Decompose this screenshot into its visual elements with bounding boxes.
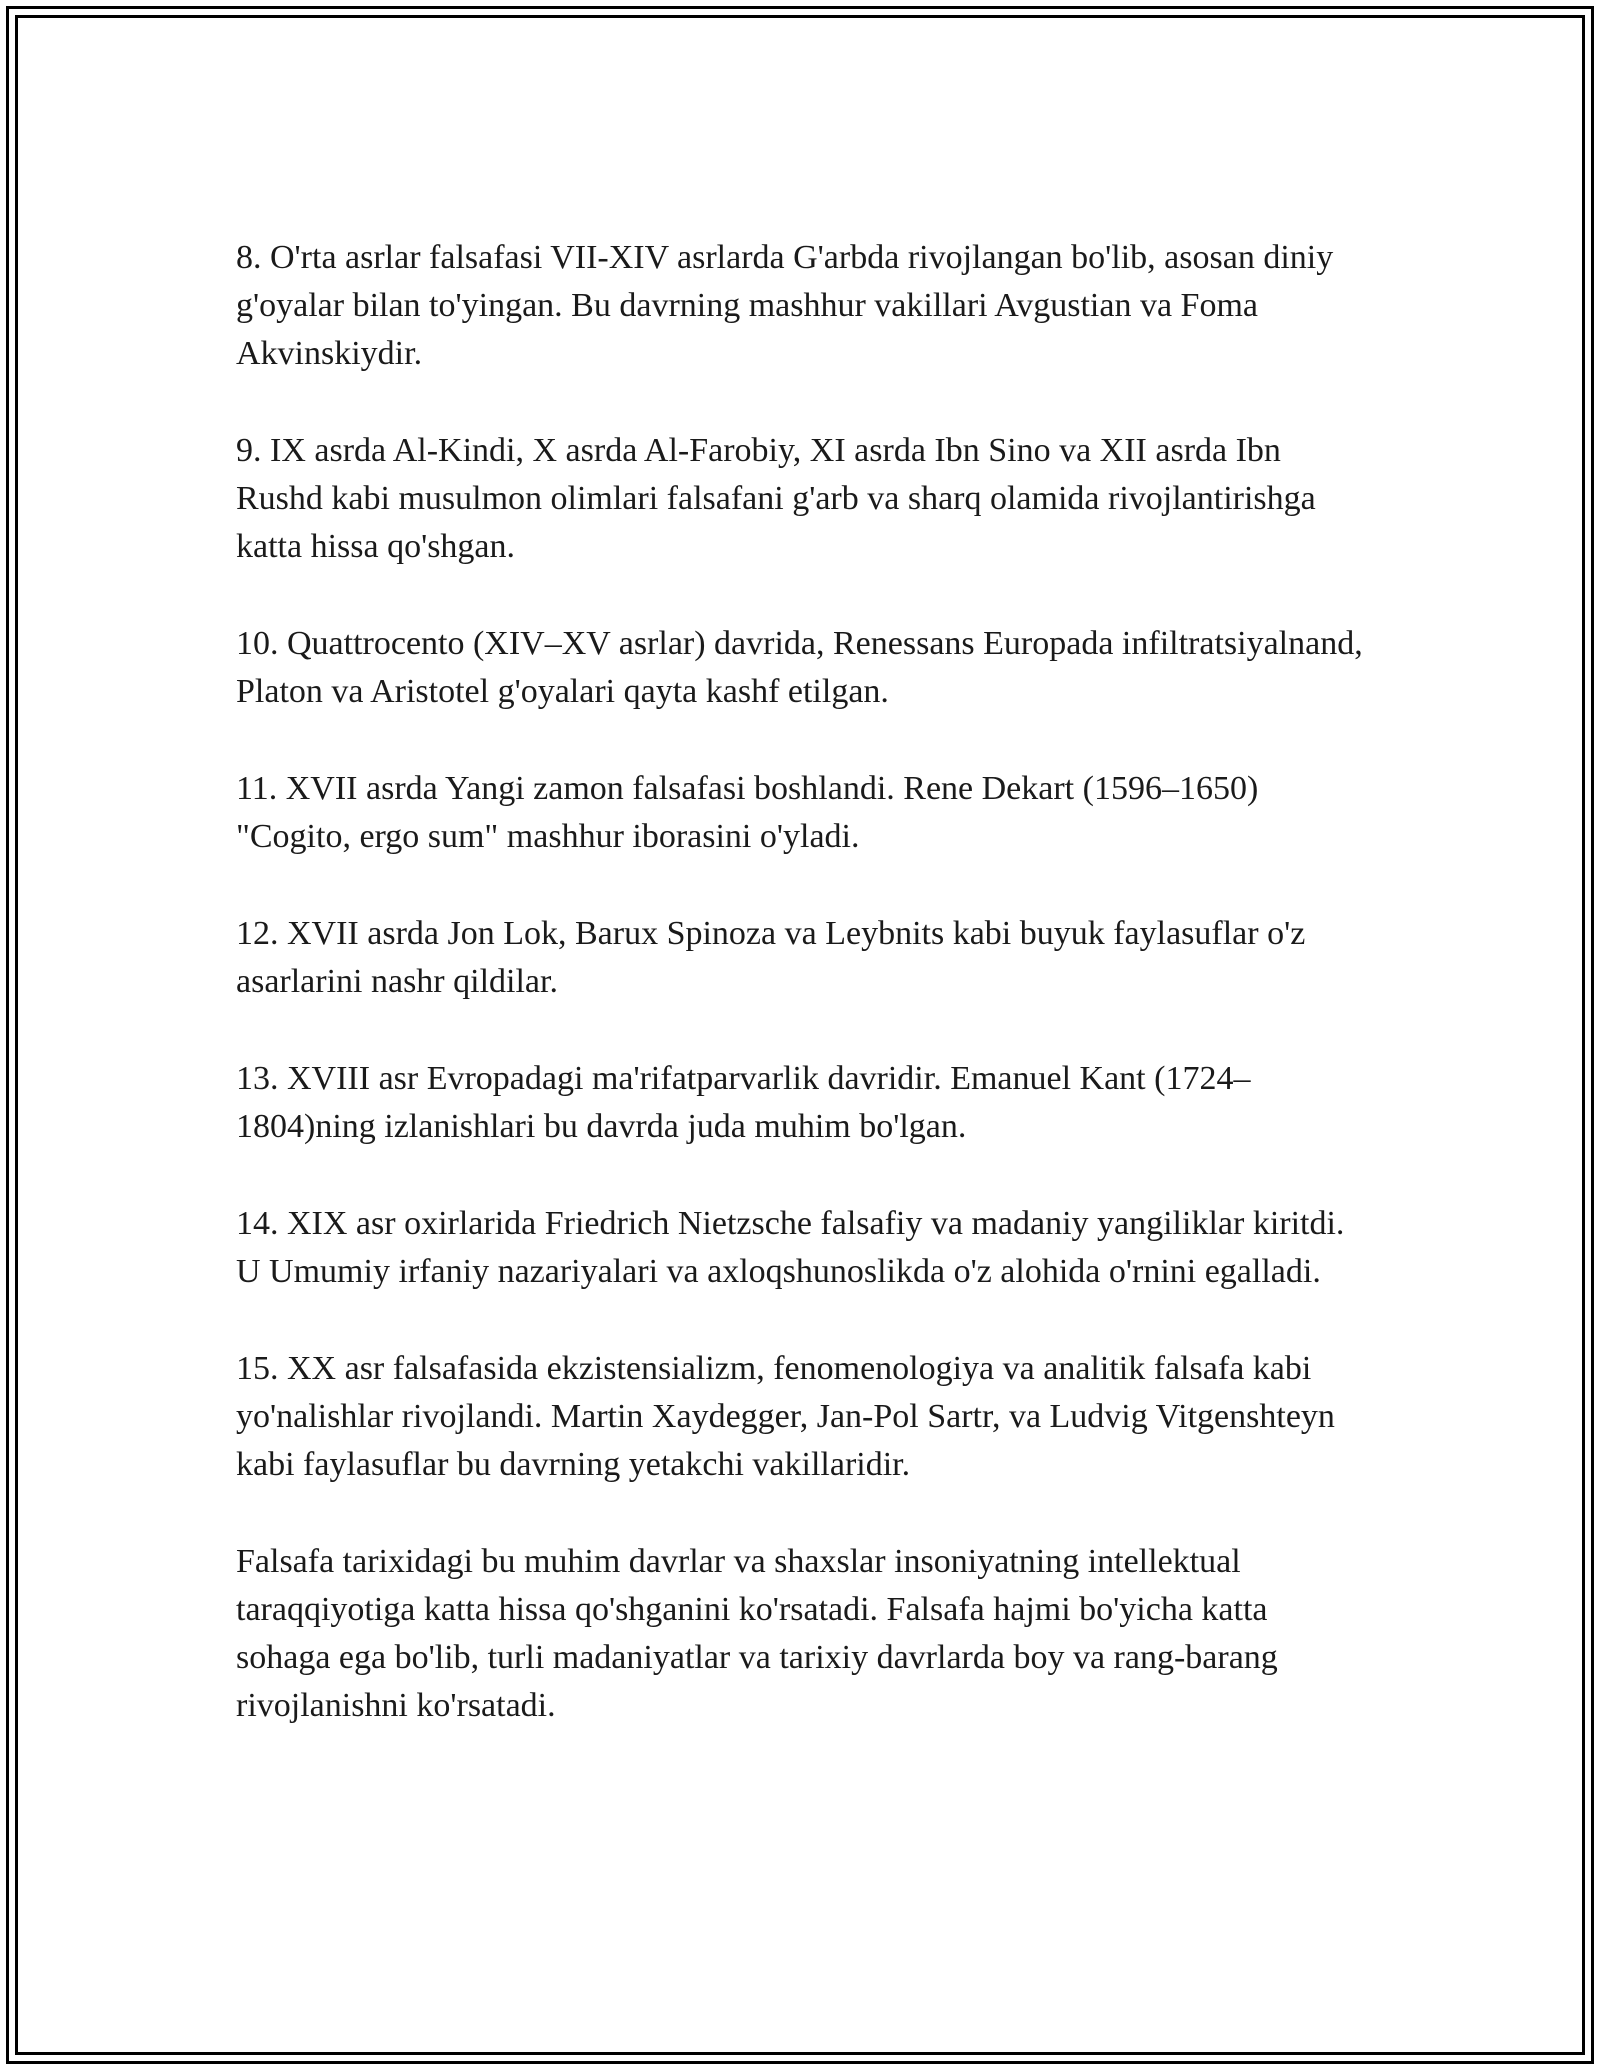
paragraph-8: 8. O'rta asrlar falsafasi VII-XIV asrlarda G'arbda rivojlangan bo'lib, asosan diniy g'oyalar bilan to'yingan. Bu davrning mashhur vakillari Avgustian va Foma Akvinskiydir. <box>236 239 1334 372</box>
paragraph-9: 9. IX asrda Al-Kindi, X asrda Al-Farobiy, XI asrda Ibn Sino va XII asrda Ibn Rushd kabi musulmon olimlari falsafani g'arb va sharq olamida rivojlantirishga katta hissa qo'shgan. <box>236 432 1316 565</box>
paragraph-12: 12. XVII asrda Jon Lok, Barux Spinoza va Leybnits kabi buyuk faylasuflar o'z asarlarini nashr qildilar. <box>236 915 1306 1000</box>
paragraph-conclusion: Falsafa tarixidagi bu muhim davrlar va shaxslar insoniyatning intellektual taraqqiyotiga katta hissa qo'shganini ko'rsatadi. Falsafa hajmi bo'yicha katta sohaga ega bo'lib, turli madaniyatlar va tarixiy davrlarda boy va rang-barang rivojlanishni ko'rsatadi. <box>236 1543 1278 1724</box>
paragraph-13: 13. XVIII asr Evropadagi ma'rifatparvarlik davridir. Emanuel Kant (1724–1804)ning izlanishlari bu davrda juda muhim bo'lgan. <box>236 1060 1251 1145</box>
paragraph-15: 15. XX asr falsafasida ekzistensializm, fenomenologiya va analitik falsafa kabi yo'nalishlar rivojlandi. Martin Xaydegger, Jan-Pol Sartr, va Ludvig Vitgenshteyn kabi faylasuflar bu davrning yetakchi vakillaridir. <box>236 1350 1335 1483</box>
paragraph-11: 11. XVII asrda Yangi zamon falsafasi boshlandi. Rene Dekart (1596–1650) "Cogito, ergo sum" mashhur iborasini o'yladi. <box>236 770 1259 855</box>
paragraph-10: 10. Quattrocento (XIV–XV asrlar) davrida, Renessans Europada infiltratsiyalnand, Platon va Aristotel g'oyalari qayta kashf etilgan. <box>236 625 1363 710</box>
paragraph-14: 14. XIX asr oxirlarida Friedrich Nietzsche falsafiy va madaniy yangiliklar kiritdi. U Umumiy irfaniy nazariyalari va axloqshunoslikda o'z alohida o'rnini egalladi. <box>236 1205 1345 1290</box>
document-body <box>236 234 1366 1779</box>
